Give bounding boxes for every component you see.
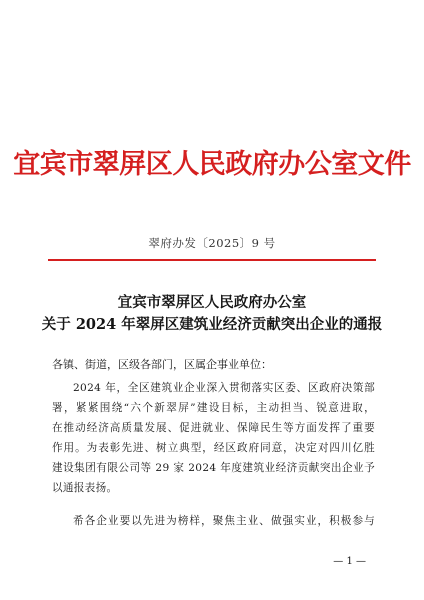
paragraph-1-line-5: 建设集团有限公司等 29 家 2024 年度建筑业经济贡献突出企业予 (52, 462, 375, 474)
paragraph-2-line-1: 希各企业要以先进为榜样，聚焦主业、做强实业，积极参与 (73, 515, 375, 527)
document-title-line-1: 宜宾市翠屏区人民政府办公室 (117, 294, 307, 311)
paragraph-1-line-4: 作用。为表彰先进、树立典型，经区政府同意，决定对四川亿胜 (52, 442, 375, 454)
paragraph-1-line-2: 署，紧紧围绕“六个新翠屏”建设目标，主动担当、锐意进取， (52, 402, 375, 414)
salutation: 各镇、街道，区级各部门，区属企事业单位： (52, 358, 272, 371)
red-header-title: 宜宾市翠屏区人民政府办公室文件 (13, 149, 411, 180)
red-divider-line (48, 259, 376, 261)
document-number: 翠府办发〔2025〕9 号 (148, 236, 276, 250)
page-number: — 1 — (333, 556, 366, 567)
document-title-line-2: 关于 2024 年翠屏区建筑业经济贡献突出企业的通报 (41, 316, 383, 333)
paragraph-1-line-6: 以通报表扬。 (52, 482, 118, 494)
paragraph-1-line-1: 2024 年，全区建筑业企业深入贯彻落实区委、区政府决策部 (73, 382, 375, 394)
paragraph-1-line-3: 在推动经济高质量发展、促进就业、保障民生等方面发挥了重要 (52, 422, 375, 434)
